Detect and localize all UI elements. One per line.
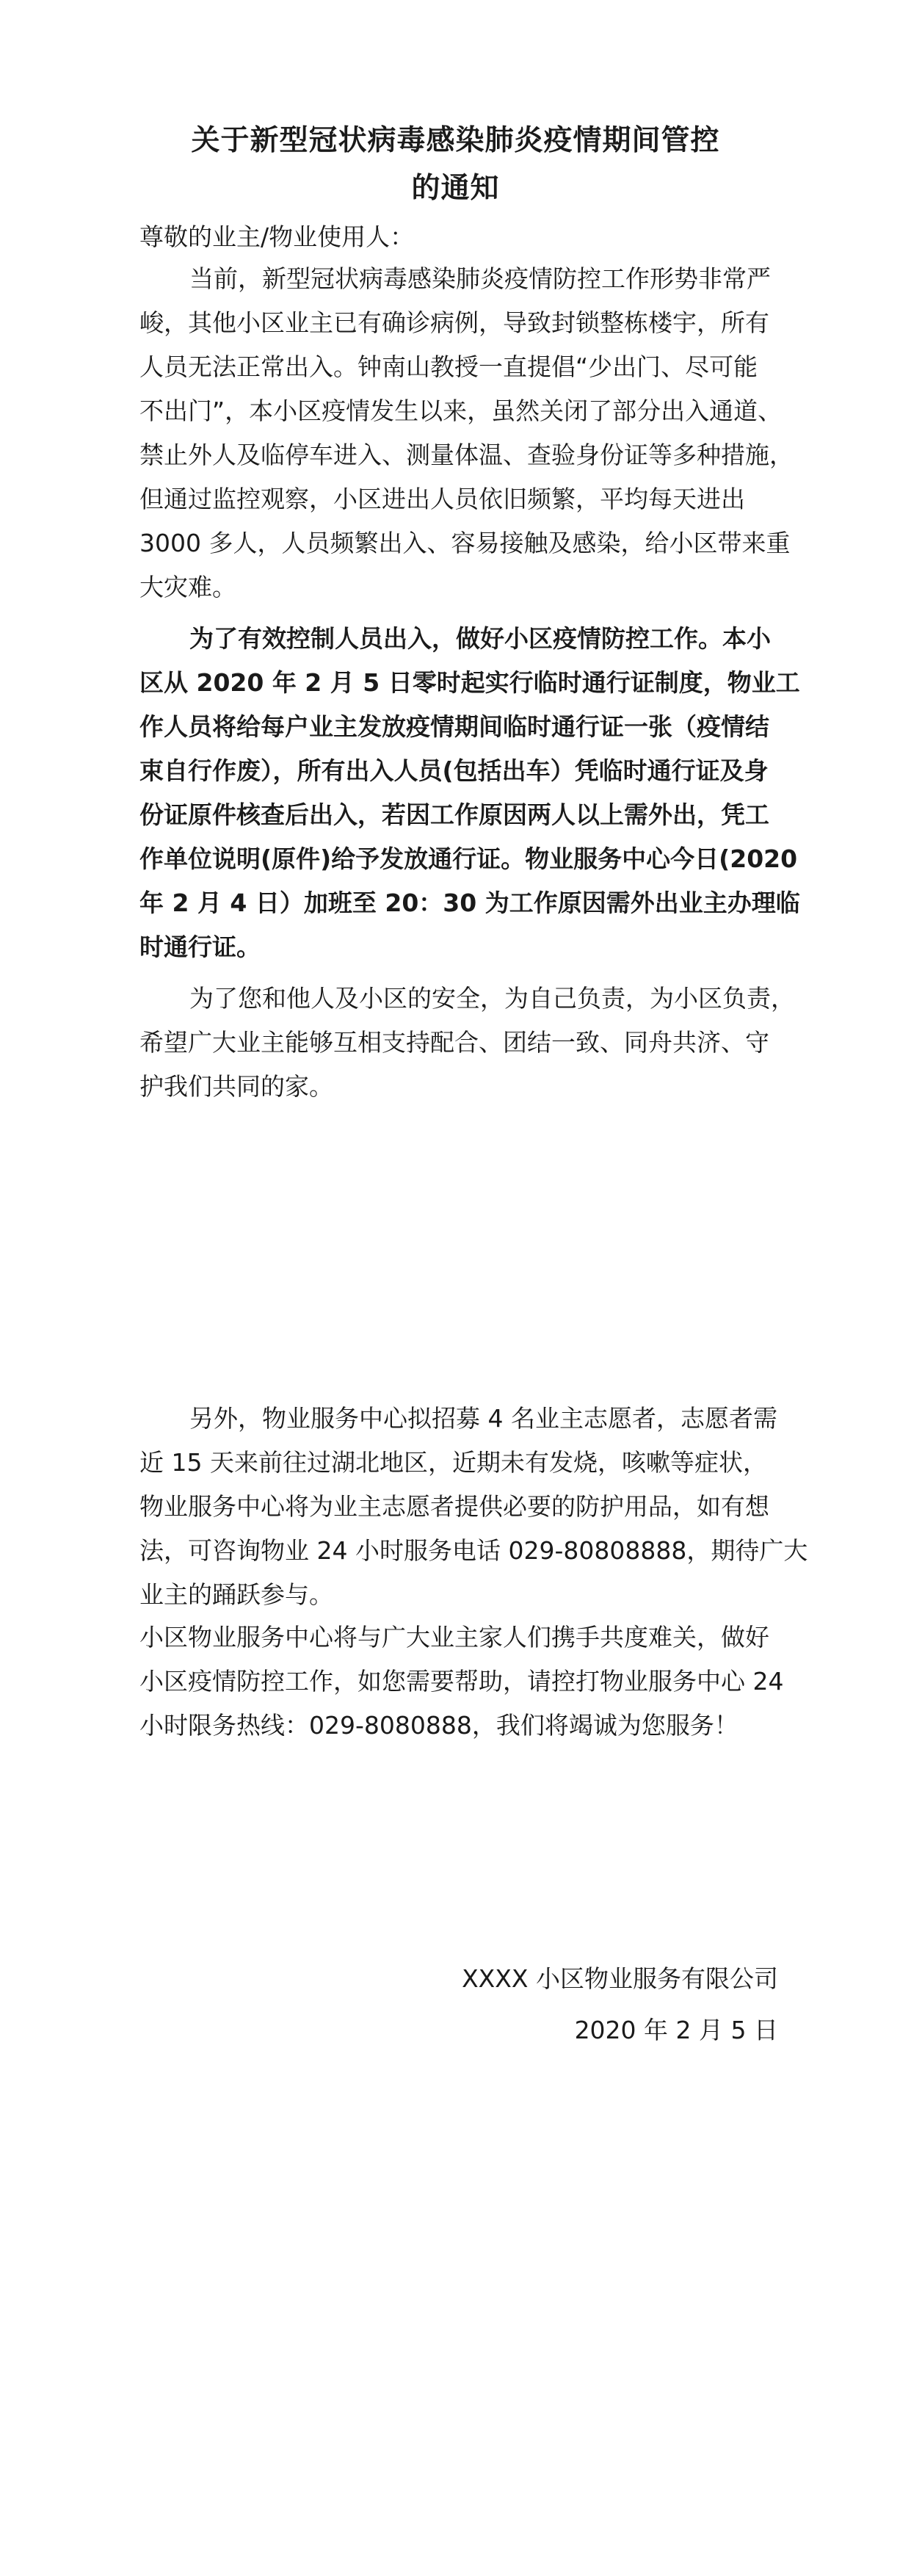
paragraph3-line: 护我们共同的家。: [139, 1072, 333, 1101]
paragraph4-line: 法，可咨询物业 24 小时服务电话 029-80808888，期待广大: [139, 1536, 808, 1565]
salutation: 尊敬的业主/物业使用人：: [139, 222, 415, 251]
paragraph1-line: 但通过监控观察，小区进出人员依旧频繁，平均每天进出: [139, 485, 745, 513]
paragraph4-line: 业主的踊跃参与。: [139, 1580, 333, 1609]
paragraph5-line: 小区疫情防控工作，如您需要帮助，请控打物业服务中心 24: [139, 1667, 784, 1696]
paragraph2-line: 作人员将给每户业主发放疫情期间临时通行证一张（疫情结: [139, 712, 769, 741]
paragraph2-line: 为了有效控制人员出入，做好小区疫情防控工作。本小: [189, 624, 771, 653]
paragraph3-line: 希望广大业主能够互相支持配合、团结一致、同舟共济、守: [139, 1028, 769, 1057]
paragraph1-line: 3000 多人，人员频繁出入、容易接触及感染，给小区带来重: [139, 529, 791, 557]
paragraph1-line: 禁止外人及临停车进入、测量体温、查验身份证等多种措施，: [139, 441, 794, 469]
paragraph4-line: 另外，物业服务中心拟招募 4 名业主志愿者，志愿者需: [189, 1404, 777, 1433]
notice-title-line2: 的通知: [411, 171, 500, 205]
paragraph3-line: 为了您和他人及小区的安全，为自己负责，为小区负责，: [189, 984, 795, 1013]
paragraph2-line: 时通行证。: [139, 933, 261, 961]
paragraph2-line: 束自行作废），所有出入人员(包括出车）凭临时通行证及身: [139, 756, 769, 785]
paragraph4-line: 近 15 天来前往过湖北地区，近期未有发烧，咳嗽等症状，: [139, 1448, 767, 1477]
notice-title-line1: 关于新型冠状病毒感染肺炎疫情期间管控: [191, 123, 720, 157]
paragraph1-line: 当前，新型冠状病毒感染肺炎疫情防控工作形势非常严: [189, 264, 771, 293]
paragraph1-line: 峻，其他小区业主已有确诊病例，导致封锁整栋楼宇，所有: [139, 308, 769, 337]
paragraph4-line: 物业服务中心将为业主志愿者提供必要的防护用品，如有想: [139, 1492, 769, 1521]
paragraph1-line: 不出门”，本小区疫情发生以来，虽然关闭了部分出入通道、: [139, 397, 783, 425]
paragraph5-line: 小区物业服务中心将与广大业主家人们携手共度难关，做好: [139, 1623, 769, 1651]
paragraph5-line: 小时限务热线：029-8080888，我们将竭诚为您服务！: [139, 1711, 738, 1740]
paragraph1-line: 人员无法正常出入。钟南山教授一直提倡“少出门、尽可能: [139, 352, 758, 381]
paragraph1-line: 大灾难。: [139, 573, 236, 601]
paragraph2-line: 份证原件核查后出入，若因工作原因两人以上需外出，凭工: [139, 800, 769, 829]
paragraph2-line: 作单位说明(原件)给予发放通行证。物业服务中心今日(2020: [139, 844, 798, 873]
signature-company: XXXX 小区物业服务有限公司: [462, 1964, 778, 1993]
paragraph2-line: 年 2 月 4 日）加班至 20：30 为工作原因需外出业主办理临: [139, 889, 800, 917]
signature-date: 2020 年 2 月 5 日: [574, 2016, 778, 2044]
paragraph2-line: 区从 2020 年 2 月 5 日零时起实行临时通行证制度，物业工: [139, 668, 800, 697]
